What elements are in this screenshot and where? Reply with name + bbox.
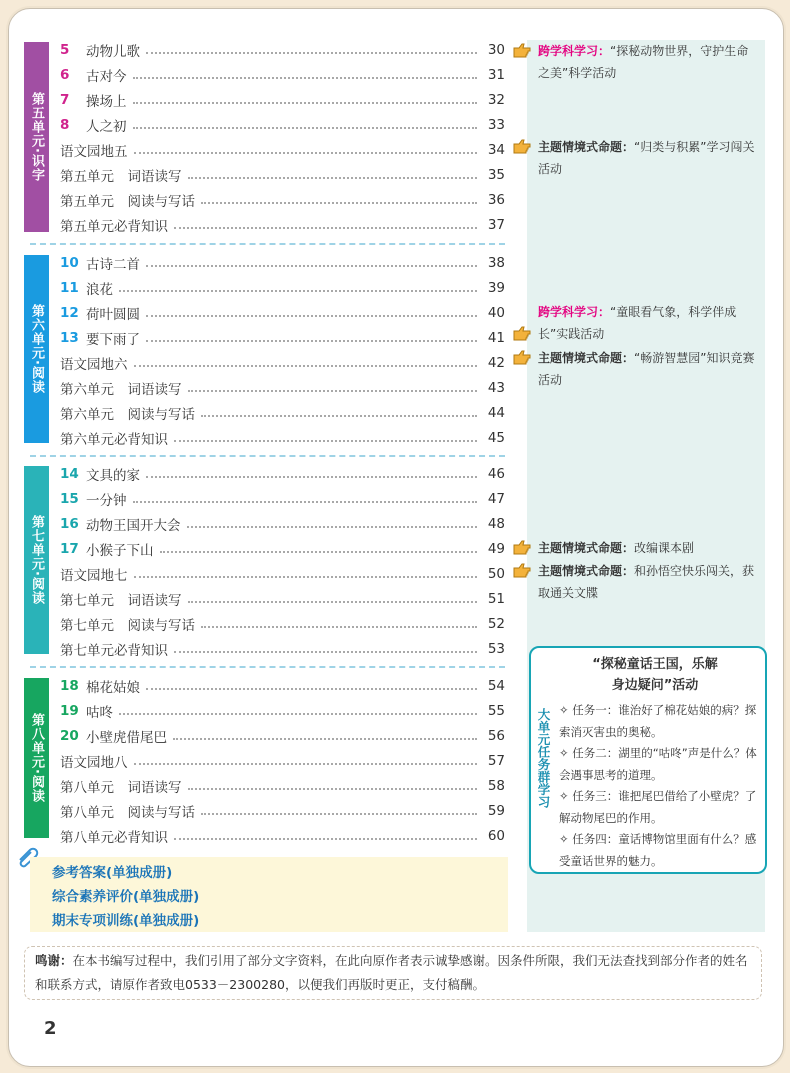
page-ref: 42 xyxy=(487,355,505,371)
supplement-list xyxy=(30,857,508,932)
ack-text: 在本书编写过程中，我们引用了部分文字资料，在此向原作者表示诚挚感谢。因条件所限，我们无法查找到部分作者的姓名和联系方式，请原作者致电0533－2300280，以便我们再版时更正，支付稿酬。 xyxy=(35,953,748,992)
toc-row[interactable] xyxy=(60,88,505,112)
toc-row[interactable] xyxy=(60,587,505,611)
dot-leader xyxy=(134,152,478,154)
dot-leader xyxy=(146,340,477,342)
page-ref: 54 xyxy=(487,678,505,694)
unit-label-text: 第八单元·阅读 xyxy=(29,713,44,803)
lesson-title: 一分钟 xyxy=(86,493,127,509)
unit-label-text: 第五单元·识字 xyxy=(29,92,44,182)
page-ref: 59 xyxy=(487,803,505,819)
lesson-title: 语文园地六 xyxy=(60,357,128,373)
lesson-number: 6 xyxy=(60,67,70,83)
dot-leader xyxy=(174,440,477,442)
pointing-hand-icon xyxy=(512,349,532,367)
toc-row[interactable] xyxy=(60,351,505,375)
dot-leader xyxy=(188,177,478,179)
lesson-title: 第七单元必背知识 xyxy=(60,643,168,659)
unit-label-text: 第七单元·阅读 xyxy=(29,515,44,605)
dot-leader xyxy=(134,365,478,367)
lesson-number: 19 xyxy=(60,703,79,719)
toc-row[interactable] xyxy=(60,799,505,823)
lesson-number: 13 xyxy=(60,330,79,346)
dot-leader xyxy=(119,290,477,292)
toc-row[interactable] xyxy=(60,138,505,162)
lesson-number: 16 xyxy=(60,516,79,532)
supplement-item: 参考答案(单独成册) xyxy=(52,865,173,881)
page-number: 2 xyxy=(44,1018,57,1039)
lesson-title: 荷叶圆圆 xyxy=(86,307,140,323)
note-item xyxy=(512,537,760,559)
toc-row[interactable] xyxy=(60,188,505,212)
lesson-number: 5 xyxy=(60,42,70,58)
page-ref: 60 xyxy=(487,828,505,844)
page-ref: 44 xyxy=(487,405,505,421)
note-item xyxy=(512,40,760,84)
page-ref: 33 xyxy=(487,117,505,133)
note-item xyxy=(512,136,760,180)
toc-row[interactable] xyxy=(60,251,505,275)
page-ref: 48 xyxy=(487,516,505,532)
note-text: 和孙悟空快乐闯关，获取通关文牒 xyxy=(538,564,755,600)
task-group-side-label xyxy=(536,708,552,811)
dot-leader xyxy=(134,576,478,578)
pointing-hand-icon xyxy=(512,539,532,557)
unit-label-bar xyxy=(24,678,49,838)
dot-leader xyxy=(146,52,477,54)
page-ref: 50 xyxy=(487,566,505,582)
page-ref: 58 xyxy=(487,778,505,794)
lesson-title: 语文园地八 xyxy=(60,755,128,771)
dot-leader xyxy=(146,315,477,317)
lesson-title: 棉花姑娘 xyxy=(86,680,140,696)
task-group-title xyxy=(551,654,759,696)
lesson-title: 第八单元 阅读与写话 xyxy=(60,805,195,821)
lesson-title: 动物儿歌 xyxy=(86,44,140,60)
page-ref: 43 xyxy=(487,380,505,396)
dot-leader xyxy=(201,202,477,204)
note-text: “童眼看气象，科学伴成长”实践活动 xyxy=(538,305,737,341)
lesson-title: 小猴子下山 xyxy=(86,543,154,559)
lesson-number: 20 xyxy=(60,728,79,744)
task-item: ✧ 任务一：谁治好了棉花姑娘的病？探索消灭害虫的奥秘。 xyxy=(559,703,757,739)
note-label: 主题情境式命题： xyxy=(538,140,635,154)
page-ref: 46 xyxy=(487,466,505,482)
dot-leader xyxy=(188,788,478,790)
toc-row[interactable] xyxy=(60,113,505,137)
note-item xyxy=(512,347,760,391)
unit-label-bar xyxy=(24,42,49,232)
lesson-title: 第八单元必背知识 xyxy=(60,830,168,846)
lesson-number: 7 xyxy=(60,92,70,108)
toc-row[interactable] xyxy=(60,512,505,536)
toc-row[interactable] xyxy=(60,462,505,486)
page-ref: 51 xyxy=(487,591,505,607)
pointing-hand-icon xyxy=(512,562,532,580)
toc-row[interactable] xyxy=(60,612,505,636)
dot-leader xyxy=(119,713,477,715)
task-text: 任务四：童话博物馆里面有什么？感受童话世界的魅力。 xyxy=(559,832,757,868)
unit-label-bar xyxy=(24,466,49,654)
note-item xyxy=(512,301,760,345)
toc-row[interactable] xyxy=(60,774,505,798)
ack-label: 鸣谢： xyxy=(35,953,73,968)
task-item: ✧ 任务三：谁把尾巴借给了小壁虎？了解动物尾巴的作用。 xyxy=(559,789,757,825)
task-item: ✧ 任务二：湖里的“咕咚”声是什么？体会遇事思考的道理。 xyxy=(559,746,757,782)
page-ref: 39 xyxy=(487,280,505,296)
dot-leader xyxy=(174,838,477,840)
lesson-title: 第七单元 词语读写 xyxy=(60,593,182,609)
lesson-number: 17 xyxy=(60,541,79,557)
note-text: “归类与积累”学习闯关活动 xyxy=(538,140,755,176)
unit-label-text: 第六单元·阅读 xyxy=(29,304,44,394)
task-title-line: “探秘童话王国，乐解 xyxy=(592,657,718,672)
lesson-title: 语文园地五 xyxy=(60,144,128,160)
note-text: 改编课本剧 xyxy=(634,541,695,555)
page-ref: 30 xyxy=(487,42,505,58)
dot-leader xyxy=(187,526,478,528)
pointing-hand-icon xyxy=(512,138,532,156)
note-text: “探秘动物世界，守护生命之美”科学活动 xyxy=(538,44,749,80)
dot-leader xyxy=(134,763,478,765)
dot-leader xyxy=(188,601,478,603)
dot-leader xyxy=(133,77,478,79)
toc-row[interactable] xyxy=(60,674,505,698)
lesson-title: 第六单元必背知识 xyxy=(60,432,168,448)
lesson-title: 古诗二首 xyxy=(86,257,140,273)
toc-row[interactable] xyxy=(60,426,505,450)
dot-leader xyxy=(146,476,477,478)
page-ref: 55 xyxy=(487,703,505,719)
note-label: 主题情境式命题： xyxy=(538,564,635,578)
page-ref: 32 xyxy=(487,92,505,108)
toc-row[interactable] xyxy=(60,699,505,723)
lesson-title: 第八单元 词语读写 xyxy=(60,780,182,796)
lesson-title: 小壁虎借尾巴 xyxy=(86,730,167,746)
task-list xyxy=(559,700,759,872)
acknowledgement xyxy=(24,946,762,1000)
page-ref: 45 xyxy=(487,430,505,446)
lesson-title: 人之初 xyxy=(86,119,127,135)
lesson-title: 咕咚 xyxy=(86,705,113,721)
lesson-title: 语文园地七 xyxy=(60,568,128,584)
note-label: 主题情境式命题： xyxy=(538,351,635,365)
note-item xyxy=(512,560,760,604)
toc-row[interactable] xyxy=(60,724,505,748)
lesson-title: 第六单元 阅读与写话 xyxy=(60,407,195,423)
lesson-title: 第五单元 词语读写 xyxy=(60,169,182,185)
page-ref: 47 xyxy=(487,491,505,507)
toc-row[interactable] xyxy=(60,487,505,511)
lesson-number: 11 xyxy=(60,280,79,296)
page-ref: 53 xyxy=(487,641,505,657)
note-label: 主题情境式命题： xyxy=(538,541,635,555)
dot-leader xyxy=(173,738,477,740)
page-ref: 35 xyxy=(487,167,505,183)
lesson-title: 浪花 xyxy=(86,282,113,298)
pointing-hand-icon xyxy=(512,42,532,60)
lesson-number: 15 xyxy=(60,491,79,507)
dot-leader xyxy=(201,813,477,815)
toc-row[interactable] xyxy=(60,824,505,848)
unit-label-bar xyxy=(24,255,49,443)
lesson-number: 18 xyxy=(60,678,79,694)
lesson-number: 14 xyxy=(60,466,79,482)
lesson-title: 动物王国开大会 xyxy=(86,518,181,534)
lesson-title: 第七单元 阅读与写话 xyxy=(60,618,195,634)
toc-row[interactable] xyxy=(60,301,505,325)
task-item: ✧ 任务四：童话博物馆里面有什么？感受童话世界的魅力。 xyxy=(559,832,757,868)
toc-row[interactable] xyxy=(60,38,505,62)
lesson-title: 古对今 xyxy=(86,69,127,85)
lesson-title: 第五单元 阅读与写话 xyxy=(60,194,195,210)
toc-row[interactable] xyxy=(60,213,505,237)
page-ref: 41 xyxy=(487,330,505,346)
toc-row[interactable] xyxy=(60,63,505,87)
page-ref: 49 xyxy=(487,541,505,557)
page-ref: 37 xyxy=(487,217,505,233)
dot-leader xyxy=(188,390,478,392)
lesson-number: 10 xyxy=(60,255,79,271)
task-title-line: 身边疑问”活动 xyxy=(611,678,699,693)
toc-row[interactable] xyxy=(60,562,505,586)
dot-leader xyxy=(160,551,478,553)
unit-separator xyxy=(30,666,505,668)
dot-leader xyxy=(174,651,477,653)
unit-separator xyxy=(30,243,505,245)
toc-row[interactable] xyxy=(60,163,505,187)
lesson-title: 第五单元必背知识 xyxy=(60,219,168,235)
lesson-title: 第六单元 词语读写 xyxy=(60,382,182,398)
toc-row[interactable] xyxy=(60,376,505,400)
task-text: 任务二：湖里的“咕咚”声是什么？体会遇事思考的道理。 xyxy=(559,746,757,782)
unit-separator xyxy=(30,455,505,457)
dot-leader xyxy=(133,501,478,503)
dot-leader xyxy=(201,626,477,628)
page-ref: 36 xyxy=(487,192,505,208)
pointing-hand-icon xyxy=(512,325,532,343)
toc-row[interactable] xyxy=(60,401,505,425)
dot-leader xyxy=(133,127,478,129)
side-label-text: 大单元任务群学习 xyxy=(536,708,551,808)
page-ref: 38 xyxy=(487,255,505,271)
lesson-title: 操场上 xyxy=(86,94,127,110)
page-ref: 34 xyxy=(487,142,505,158)
task-text: 任务三：谁把尾巴借给了小壁虎？了解动物尾巴的作用。 xyxy=(559,789,757,825)
lesson-title: 文具的家 xyxy=(86,468,140,484)
dot-leader xyxy=(146,688,477,690)
lesson-number: 8 xyxy=(60,117,70,133)
toc-row[interactable] xyxy=(60,326,505,350)
dot-leader xyxy=(146,265,477,267)
page-ref: 52 xyxy=(487,616,505,632)
page-ref: 56 xyxy=(487,728,505,744)
toc-row[interactable] xyxy=(60,637,505,661)
note-label: 跨学科学习： xyxy=(538,44,611,58)
note-label: 跨学科学习： xyxy=(538,305,611,319)
dot-leader xyxy=(201,415,477,417)
toc-row[interactable] xyxy=(60,749,505,773)
dot-leader xyxy=(133,102,478,104)
note-text: “畅游智慧园”知识竞赛活动 xyxy=(538,351,755,387)
supplement-item: 综合素养评价(单独成册) xyxy=(52,889,200,905)
lesson-number: 12 xyxy=(60,305,79,321)
page-ref: 31 xyxy=(487,67,505,83)
supplement-item: 期末专项训练(单独成册) xyxy=(52,913,200,929)
page-ref: 40 xyxy=(487,305,505,321)
task-group-box xyxy=(529,646,767,874)
toc-row[interactable] xyxy=(60,537,505,561)
dot-leader xyxy=(174,227,477,229)
page-ref: 57 xyxy=(487,753,505,769)
lesson-title: 要下雨了 xyxy=(86,332,140,348)
toc-row[interactable] xyxy=(60,276,505,300)
task-text: 任务一：谁治好了棉花姑娘的病？探索消灭害虫的奥秘。 xyxy=(559,703,757,739)
